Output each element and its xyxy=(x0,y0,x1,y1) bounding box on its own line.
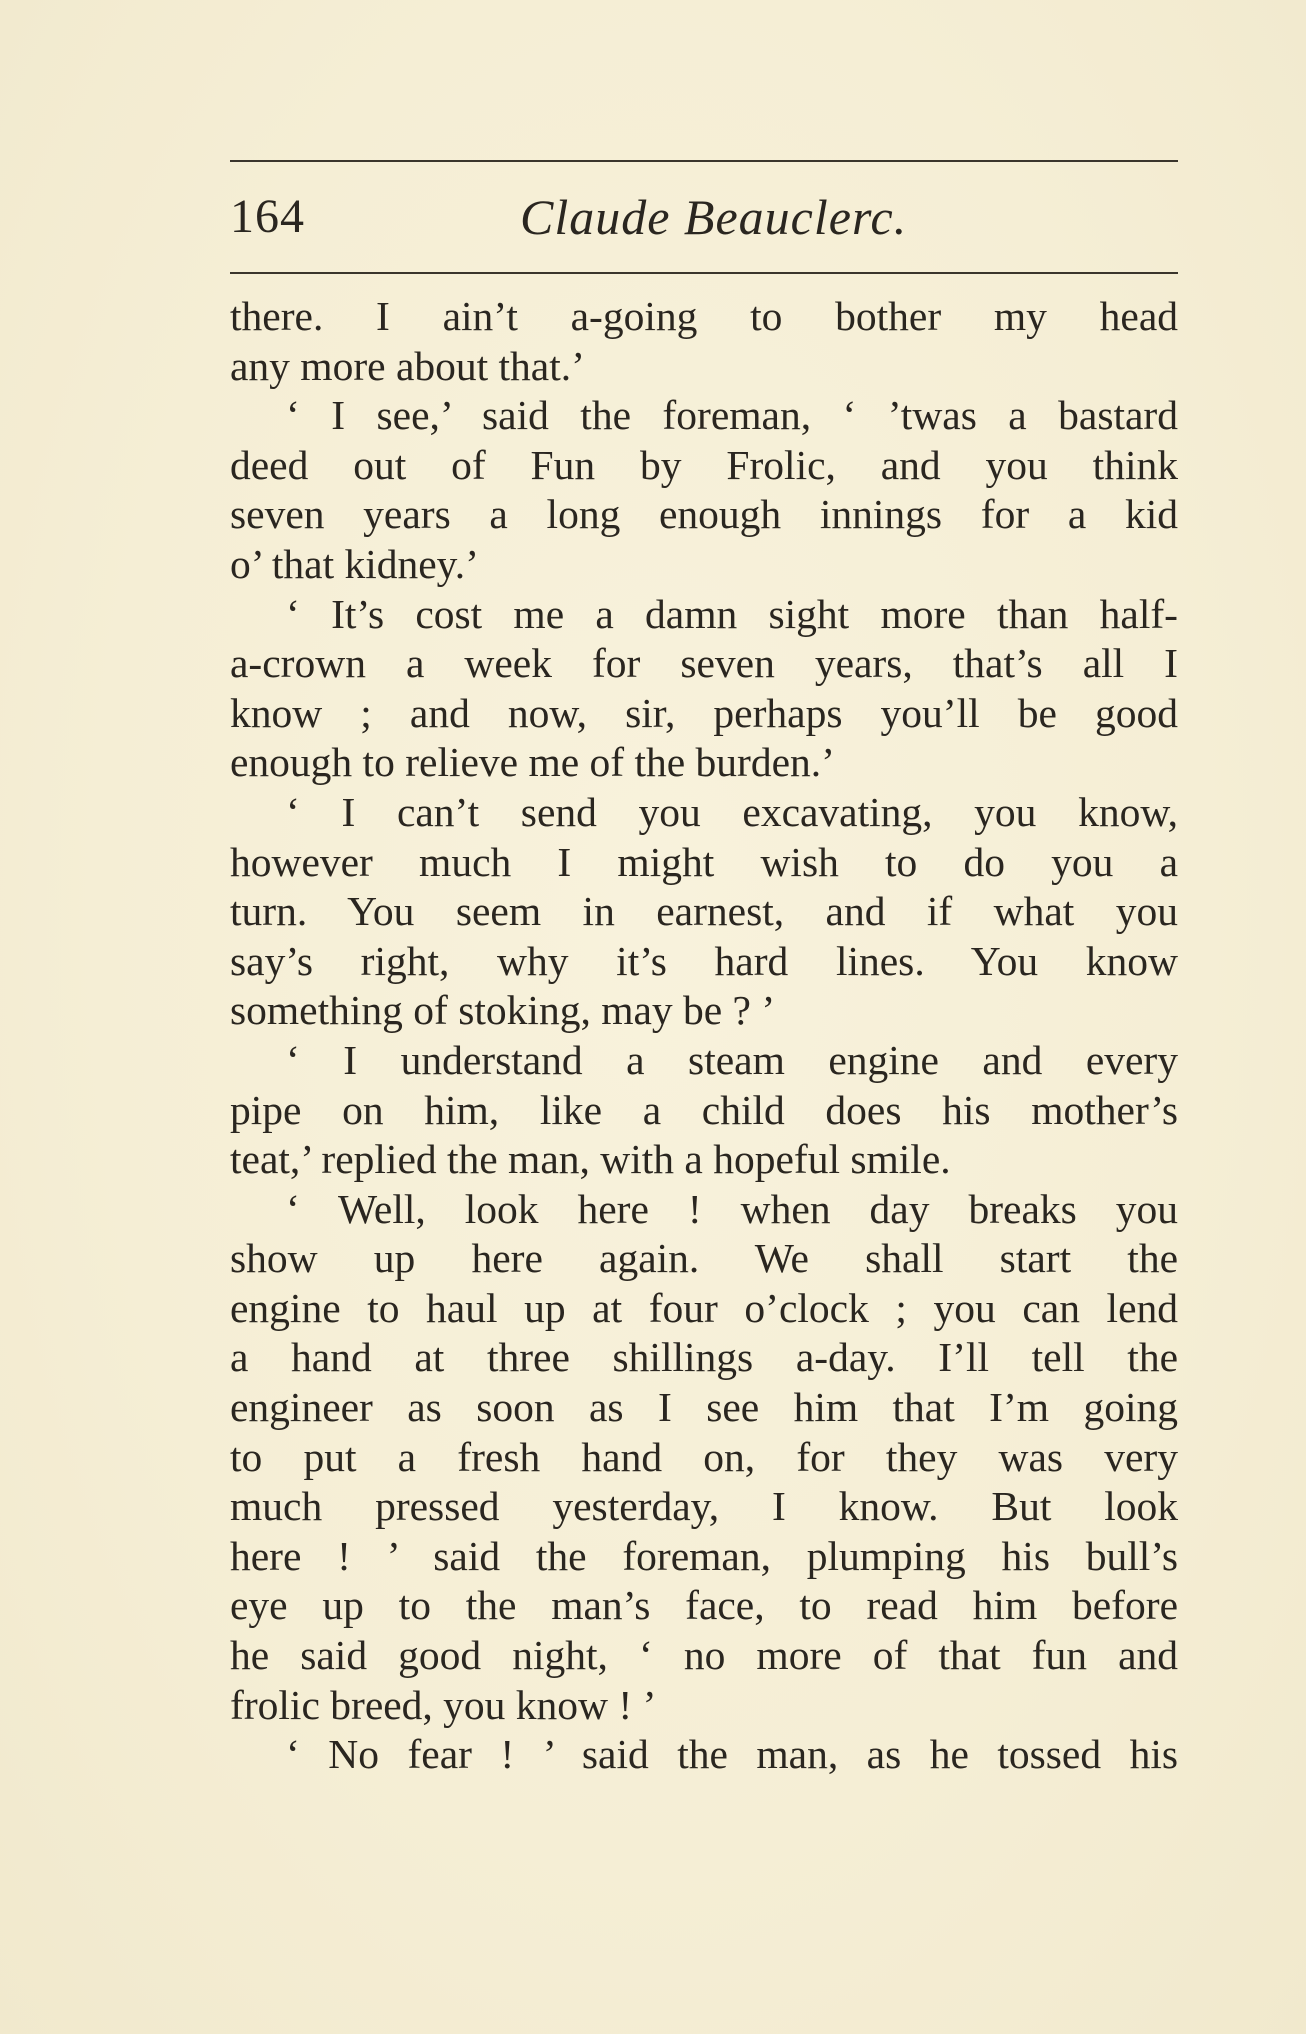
text-line: here ! ’ said the foreman, plumping his bull’s xyxy=(230,1532,1178,1579)
header-rule-bottom xyxy=(230,272,1178,274)
text-line: something of stoking, may be ? ’ xyxy=(230,987,776,1034)
text-line: deed out of Fun by Frolic, and you think xyxy=(230,441,1178,488)
text-line: ‘ It’s cost me a damn sight more than half- xyxy=(286,590,1178,637)
text-line: ‘ I see,’ said the foreman, ‘ ’twas a bastard xyxy=(286,392,1178,439)
text-line: engineer as soon as I see him that I’m going xyxy=(230,1384,1178,1431)
text-line: teat,’ replied the man, with a hopeful smile. xyxy=(230,1136,951,1183)
text-line: ‘ Well, look here ! when day breaks you xyxy=(286,1185,1178,1232)
text-line: say’s right, why it’s hard lines. You know xyxy=(230,937,1178,984)
text-line: there. I ain’t a-going to bother my head xyxy=(230,293,1178,339)
text-line: ‘ I can’t send you excavating, you know, xyxy=(286,788,1178,835)
body-text xyxy=(230,292,1178,1780)
text-line: ‘ I understand a steam engine and every xyxy=(286,1036,1178,1083)
text-line: o’ that kidney.’ xyxy=(230,540,479,587)
text-line: frolic breed, you know ! ’ xyxy=(230,1681,657,1728)
page-header xyxy=(230,182,1178,252)
text-line: any more about that.’ xyxy=(230,342,585,389)
text-line: engine to haul up at four o’clock ; you can lend xyxy=(230,1284,1178,1331)
text-line: pipe on him, like a child does his mother’s xyxy=(230,1086,1178,1133)
text-line: however much I might wish to do you a xyxy=(230,838,1178,885)
running-title: Claude Beauclerc. xyxy=(520,189,908,245)
text-line: to put a fresh hand on, for they was very xyxy=(230,1433,1178,1480)
text-line: he said good night, ‘ no more of that fun and xyxy=(230,1632,1178,1679)
page-number: 164 xyxy=(230,190,305,243)
text-line: ‘ No fear ! ’ said the man, as he tossed his xyxy=(286,1731,1178,1778)
header-rule-top xyxy=(230,160,1178,162)
text-line: know ; and now, sir, perhaps you’ll be good xyxy=(230,689,1178,736)
text-line: a hand at three shillings a-day. I’ll tell the xyxy=(230,1334,1178,1381)
text-line: show up here again. We shall start the xyxy=(230,1235,1178,1282)
text-line: turn. You seem in earnest, and if what you xyxy=(230,888,1178,935)
text-line: seven years a long enough innings for a kid xyxy=(230,491,1178,538)
text-line: eye up to the man’s face, to read him before xyxy=(230,1582,1178,1629)
text-line: a-crown a week for seven years, that’s all I xyxy=(230,640,1178,687)
text-line: much pressed yesterday, I know. But look xyxy=(230,1483,1178,1530)
text-line: enough to relieve me of the burden.’ xyxy=(230,739,835,786)
